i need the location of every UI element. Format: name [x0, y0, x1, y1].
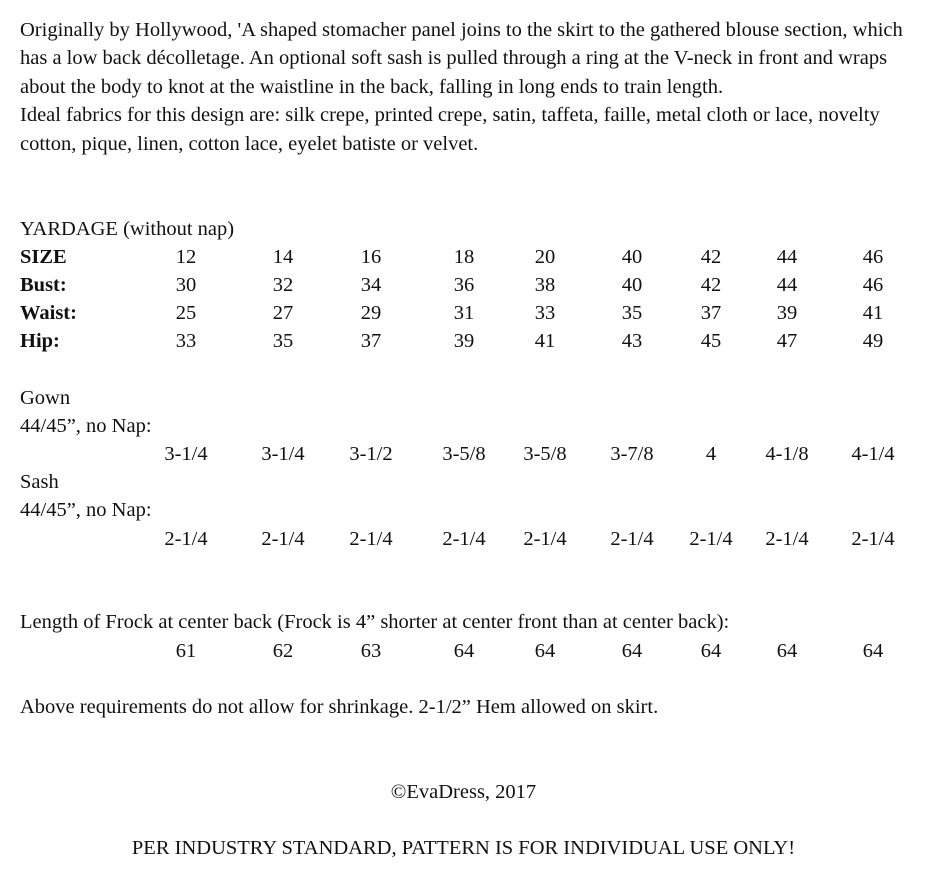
- table-cell: 37: [360, 330, 382, 352]
- table-cell: 4-1/8: [765, 443, 809, 465]
- table-cell: 62: [272, 640, 294, 662]
- table-cell: 2-1/4: [164, 528, 208, 550]
- table-cell: 12: [175, 246, 197, 268]
- table-cell: 3-1/4: [164, 443, 208, 465]
- table-cell: 3-5/8: [523, 443, 567, 465]
- table-cell: 42: [700, 246, 722, 268]
- table-cell: 64: [621, 640, 643, 662]
- frock-length-title: Length of Frock at center back (Frock is 4” shorter at center front than at center back):: [20, 611, 730, 633]
- table-cell: 40: [621, 246, 643, 268]
- table-cell: 61: [175, 640, 197, 662]
- table-cell: 64: [776, 640, 798, 662]
- table-cell: 2-1/4: [349, 528, 393, 550]
- hip-row: [0, 327, 927, 355]
- table-cell: 16: [360, 246, 382, 268]
- table-cell: 46: [862, 246, 884, 268]
- sash-fabric-label: 44/45”, no Nap:: [20, 499, 152, 521]
- sash-yardage-row: [0, 525, 927, 553]
- bust-row: [0, 271, 927, 299]
- table-cell: 38: [534, 274, 556, 296]
- table-cell: 36: [453, 274, 475, 296]
- table-cell: 2-1/4: [765, 528, 809, 550]
- sash-title: Sash: [20, 471, 59, 493]
- table-cell: 29: [360, 302, 382, 324]
- table-cell: 2-1/4: [610, 528, 654, 550]
- table-cell: 47: [776, 330, 798, 352]
- table-cell: 2-1/4: [851, 528, 895, 550]
- table-cell: 40: [621, 274, 643, 296]
- table-cell: 2-1/4: [261, 528, 305, 550]
- table-cell: 33: [175, 330, 197, 352]
- shrinkage-note: Above requirements do not allow for shrinkage. 2-1/2” Hem allowed on skirt.: [20, 696, 659, 718]
- description-paragraph: Originally by Hollywood, 'A shaped stomacher panel joins to the skirt to the gathered blouse section, which has a low back décolletage. An optional soft sash is pulled through a ring at the V-neck in front and wraps about the body to knot at the waistline in the back, falling in long ends to train length.: [20, 19, 903, 98]
- yardage-title: YARDAGE (without nap): [20, 218, 235, 240]
- table-cell: 34: [360, 274, 382, 296]
- table-cell: 41: [534, 330, 556, 352]
- table-cell: 4: [705, 443, 717, 465]
- table-cell: 3-1/2: [349, 443, 393, 465]
- table-cell: 41: [862, 302, 884, 324]
- table-cell: 3-1/4: [261, 443, 305, 465]
- table-cell: 64: [534, 640, 556, 662]
- table-cell: 37: [700, 302, 722, 324]
- table-cell: 42: [700, 274, 722, 296]
- waist-row: [0, 299, 927, 327]
- table-cell: 44: [776, 274, 798, 296]
- frock-length-row: [0, 637, 927, 665]
- gown-yardage-row: [0, 440, 927, 468]
- table-cell: 3-7/8: [610, 443, 654, 465]
- table-cell: 64: [453, 640, 475, 662]
- gown-fabric-label: 44/45”, no Nap:: [20, 415, 152, 437]
- table-cell: 44: [776, 246, 798, 268]
- fabrics-paragraph: Ideal fabrics for this design are: silk crepe, printed crepe, satin, taffeta, faille, metal cloth or lace, novelty cotton, pique, linen, cotton lace, eyelet batiste or velvet.: [20, 104, 880, 155]
- table-cell: 46: [862, 274, 884, 296]
- table-cell: 39: [453, 330, 475, 352]
- table-cell: 33: [534, 302, 556, 324]
- table-cell: 64: [700, 640, 722, 662]
- table-cell: 32: [272, 274, 294, 296]
- table-cell: 64: [862, 640, 884, 662]
- table-cell: 25: [175, 302, 197, 324]
- table-cell: 63: [360, 640, 382, 662]
- table-cell: 35: [621, 302, 643, 324]
- table-cell: 31: [453, 302, 475, 324]
- table-cell: 3-5/8: [442, 443, 486, 465]
- table-cell: 20: [534, 246, 556, 268]
- table-cell: 30: [175, 274, 197, 296]
- table-cell: 4-1/4: [851, 443, 895, 465]
- table-cell: 2-1/4: [523, 528, 567, 550]
- row-label: SIZE: [20, 246, 67, 268]
- table-cell: 45: [700, 330, 722, 352]
- table-cell: 35: [272, 330, 294, 352]
- table-cell: 43: [621, 330, 643, 352]
- row-label: Hip:: [20, 330, 60, 352]
- table-cell: 2-1/4: [689, 528, 733, 550]
- table-cell: 49: [862, 330, 884, 352]
- pattern-description: [20, 16, 920, 158]
- table-cell: 27: [272, 302, 294, 324]
- row-label: Bust:: [20, 274, 67, 296]
- table-cell: 39: [776, 302, 798, 324]
- size-row: [0, 243, 927, 271]
- gown-title: Gown: [20, 387, 71, 409]
- copyright: ©EvaDress, 2017: [390, 781, 537, 803]
- table-cell: 18: [453, 246, 475, 268]
- usage-notice: PER INDUSTRY STANDARD, PATTERN IS FOR INDIVIDUAL USE ONLY!: [131, 837, 796, 859]
- table-cell: 2-1/4: [442, 528, 486, 550]
- table-cell: 14: [272, 246, 294, 268]
- row-label: Waist:: [20, 302, 77, 324]
